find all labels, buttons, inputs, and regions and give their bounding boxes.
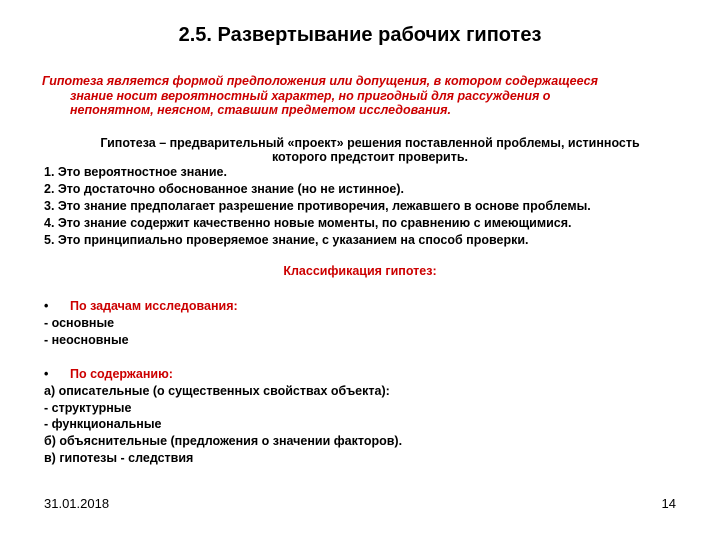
property-item: 1. Это вероятностное знание.: [44, 165, 227, 179]
hypothesis-intro: [42, 74, 682, 118]
property-item: 2. Это достаточно обоснованное знание (но не истинное).: [44, 182, 405, 196]
property-item: 4. Это знание содержит качественно новые моменты, по сравнению с имеющимися.: [44, 216, 572, 230]
classification-group-content: [44, 366, 684, 467]
intro-line-1: Гипотеза является формой предположения или допущения, в котором содержащееся: [42, 74, 598, 88]
footer-date: 31.01.2018: [44, 496, 110, 511]
slide-number: 14: [661, 496, 676, 511]
classification-group-tasks: [44, 298, 684, 348]
list-item: б) объяснительные (предложения о значении факторов).: [44, 434, 403, 449]
group-heading-label: По задачам исследования:: [70, 299, 238, 313]
intro-line-2: знание носит вероятностный характер, но пригодный для рассуждения о: [70, 88, 551, 103]
list-item: - структурные: [44, 400, 132, 415]
property-item: 3. Это знание предполагает разрешение противоречия, лежавшего в основе проблемы.: [44, 199, 591, 213]
classification-heading: Классификация гипотез:: [283, 264, 437, 278]
list-item: - неосновные: [44, 332, 129, 347]
group-heading: [44, 366, 684, 383]
bullet-icon: •: [44, 299, 49, 313]
list-item: в) гипотезы - следствия: [44, 450, 194, 465]
bullet-icon: •: [44, 367, 49, 381]
intro-line-3: непонятном, неясном, ставшим предметом исследования.: [70, 103, 451, 117]
properties-list: [44, 164, 694, 249]
definition-line-2: которого предстоит проверить.: [271, 150, 469, 164]
hypothesis-definition: [60, 136, 680, 164]
group-heading: [44, 298, 684, 315]
list-item: а) описательные (о существенных свойствах объекта):: [44, 383, 390, 398]
property-item: 5. Это принципиально проверяемое знание, с указанием на способ проверки.: [44, 233, 529, 247]
list-item: - основные: [44, 315, 115, 330]
list-item: - функциональные: [44, 417, 162, 432]
definition-line-1: Гипотеза – предварительный «проект» решения поставленной проблемы, истинность: [100, 136, 640, 150]
slide-title: 2.5. Развертывание рабочих гипотез: [178, 24, 542, 46]
group-heading-label: По содержанию:: [70, 367, 173, 381]
